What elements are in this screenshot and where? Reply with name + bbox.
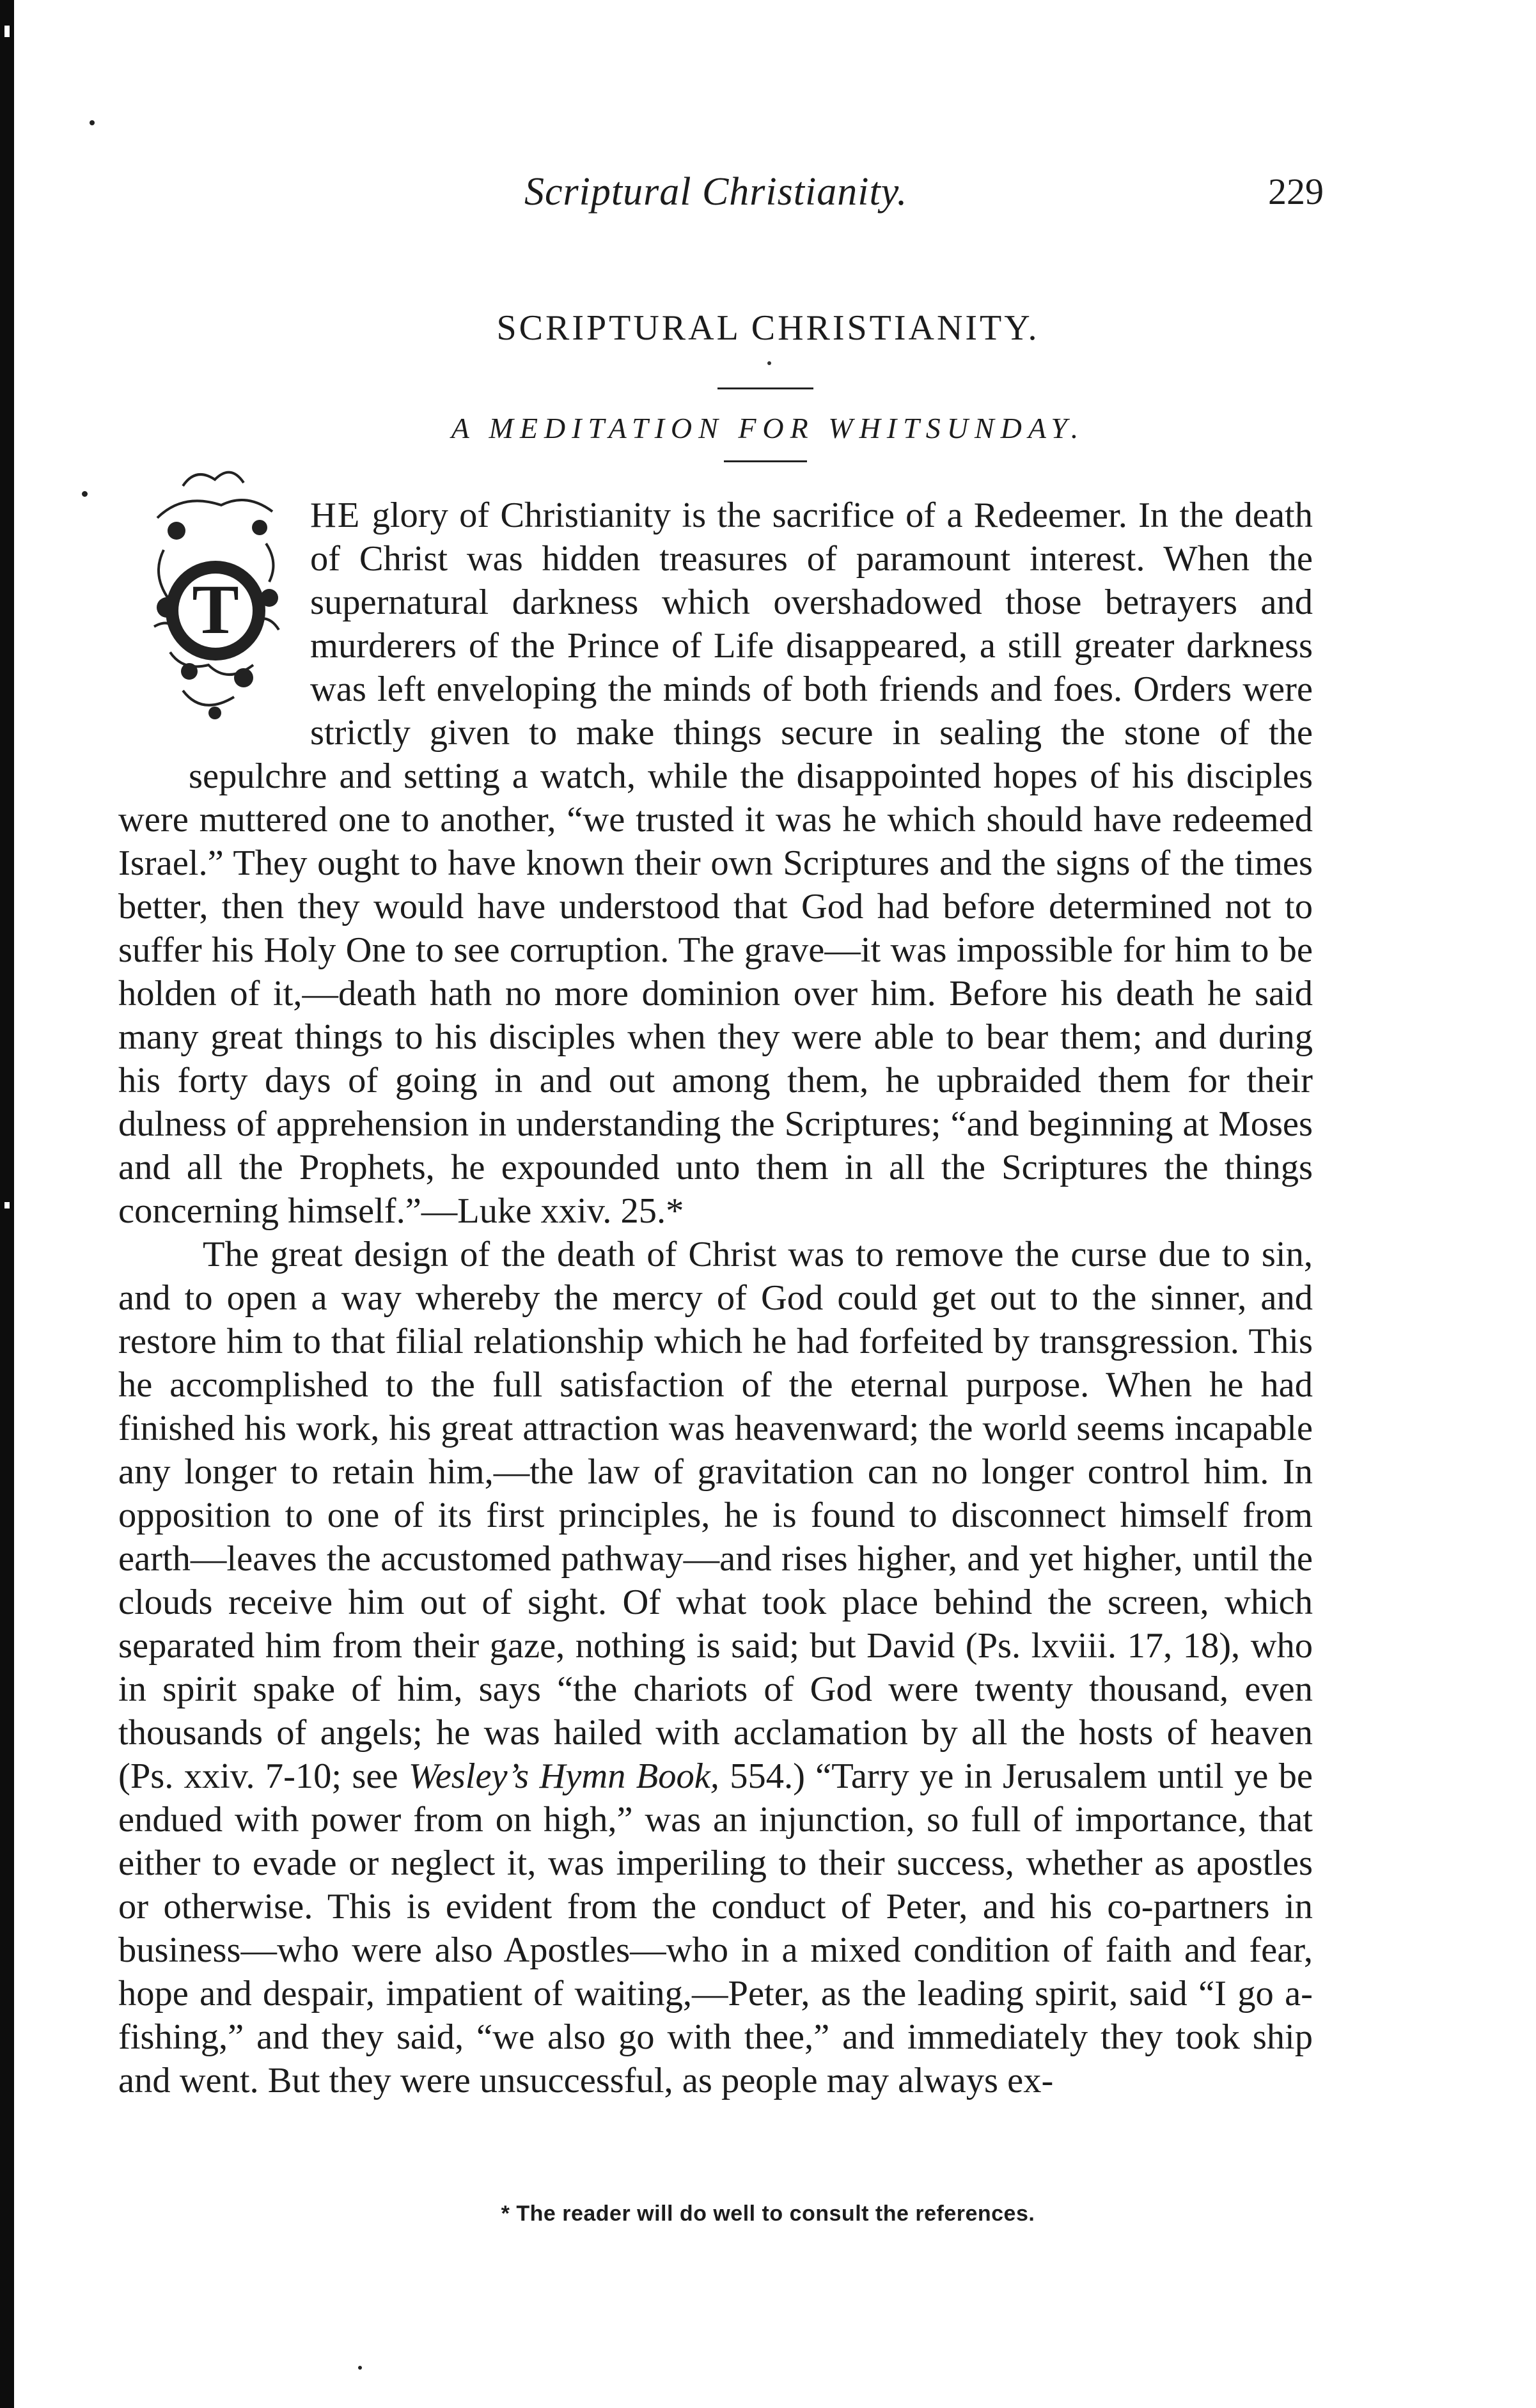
paragraph-1-text: glory of Christianity is the sacrifice of a Redeemer. In the death of Christ was hidden treasures of paramount interest. When the supernatural darkness which overshadowed those betrayers and murderers of the Prince of Life disappeared, a still greater darkness was left enveloping the minds of both friends and foes. Orders were strictly given to make things secure in sealing the stone of the sepulchre and setting a watch, while the disappointed hopes of his disciples were muttered one to another, “we trusted it was he which should have redeemed Israel.” They ought to have known their own Scriptures and the signs of the times better, then they would have understood that God had before determined not to suffer his Holy One to see corruption. The grave—it was impossible for him to be holden of it,—death hath no more dominion over him. Before his death he said many great things to his disciples when they were able to bear them; and during his forty days of going in and out among them, he upbraided them for their dulness of apprehension in understanding the Scriptures; “and beginning at Moses and all the Prophets, he expounded unto them in all the Scriptures the things concerning himself.”—Luke xxiv. 25.* — [118, 496, 1313, 1231]
subtitle-rule — [724, 460, 807, 462]
footnote: * The reader will do well to consult the references. — [501, 2201, 1035, 2226]
margin-speck — [358, 2366, 362, 2370]
paragraph-2-text-b: 554.) “Tarry ye in Jerusalem until ye be endued with power from on high,” was an injunction, so full of importance, that either to evade or neglect it, was imperiling to their success, whether as apostles or otherwise. This is evident from the conduct of Peter, and his co-partners in business—who were also Apostles—who in a mixed condition of faith and fear, hope and despair, impatient of waiting,—Peter, as the leading spirit, said “I go a-fishing,” and they said, “we also go with thee,” and immediately they took ship and went. But they were unsuccessful, as people may always ex- — [118, 1756, 1313, 2100]
opening-word: HE — [310, 496, 361, 535]
paragraph-1 — [118, 494, 1313, 1233]
page-number: 229 — [1268, 171, 1324, 212]
running-head — [524, 163, 1324, 221]
running-title: Scriptural Christianity. — [524, 170, 908, 214]
spine-notch — [4, 26, 10, 37]
margin-speck — [82, 491, 88, 497]
article-body — [118, 494, 1313, 2102]
title-rule — [717, 387, 813, 389]
spine-notch — [4, 1202, 10, 1208]
article-subtitle: A MEDITATION FOR WHITSUNDAY. — [451, 412, 1085, 444]
book-spine-edge — [0, 0, 14, 2408]
paragraph-2 — [118, 1233, 1313, 2102]
article-title: SCRIPTURAL CHRISTIANITY. — [496, 308, 1040, 348]
dropcap-space — [118, 494, 310, 754]
ornament-dot — [767, 361, 771, 365]
hymn-book-reference: Wesley’s Hymn Book, — [408, 1756, 719, 1796]
dropcap-letter: T — [192, 570, 239, 648]
paragraph-2-text-a: The great design of the death of Christ was to remove the curse due to sin, and to open a way whereby the mercy of God could get out to the sinner, and restore him to that filial relationship which he had forfeited by transgression. This he accomplished to the full satisfaction of the eternal purpose. When he had finished his work, his great attraction was heavenward; the world seems incapable any longer to retain him,—the law of gravitation can no longer control him. In opposition to one of its first principles, he is found to disconnect himself from earth—leaves the accustomed pathway—and rises higher, and yet higher, until the clouds receive him out of sight. Of what took place behind the screen, which separated him from their gaze, nothing is said; but David (Ps. lxviii. 17, 18), who in spirit spake of him, says “the chariots of God were twenty thousand, even thousands of angels; he was hailed with acclamation by all the hosts of heaven (Ps. xxiv. 7-10; see — [118, 1235, 1313, 1796]
dropcap-space-tail — [118, 754, 189, 770]
margin-speck — [90, 120, 95, 125]
